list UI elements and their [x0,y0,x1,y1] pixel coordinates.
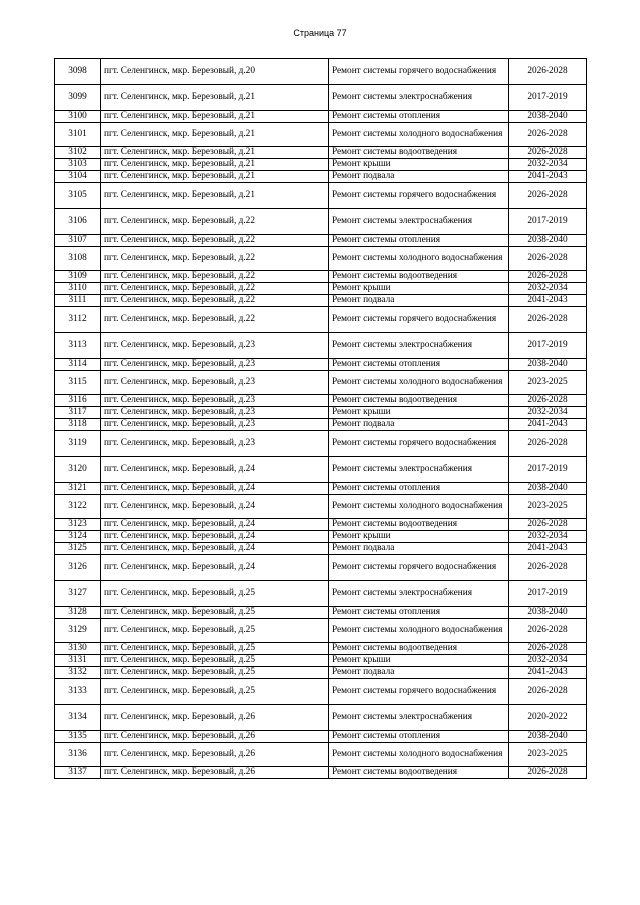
row-work-type: Ремонт системы холодного водоснабжения [329,619,509,643]
row-work-type: Ремонт системы водоотведения [329,271,509,283]
row-work-type: Ремонт подвала [329,171,509,183]
row-period: 2017-2019 [509,457,587,483]
row-period: 2038-2040 [509,731,587,743]
row-number: 3136 [55,743,101,767]
table-row [55,457,587,483]
row-work-type: Ремонт системы электроснабжения [329,85,509,111]
row-period: 2041-2043 [509,171,587,183]
row-work-type: Ремонт системы холодного водоснабжения [329,247,509,271]
row-work-type: Ремонт системы холодного водоснабжения [329,123,509,147]
row-period: 2032-2034 [509,531,587,543]
row-number: 3099 [55,85,101,111]
row-number: 3119 [55,431,101,457]
row-address: пгт. Селенгинск, мкр. Березовый, д.21 [101,111,329,123]
row-number: 3103 [55,159,101,171]
row-number: 3100 [55,111,101,123]
row-address: пгт. Селенгинск, мкр. Березовый, д.24 [101,555,329,581]
table-row [55,359,587,371]
table-row [55,333,587,359]
table-row [55,171,587,183]
row-work-type: Ремонт системы отопления [329,483,509,495]
row-address: пгт. Селенгинск, мкр. Березовый, д.23 [101,371,329,395]
table-row [55,111,587,123]
row-address: пгт. Селенгинск, мкр. Березовый, д.25 [101,679,329,705]
row-address: пгт. Селенгинск, мкр. Березовый, д.21 [101,171,329,183]
row-address: пгт. Селенгинск, мкр. Березовый, д.26 [101,767,329,779]
row-work-type: Ремонт крыши [329,159,509,171]
row-period: 2038-2040 [509,483,587,495]
row-number: 3110 [55,283,101,295]
row-period: 2041-2043 [509,667,587,679]
table-row [55,59,587,85]
table-row [55,543,587,555]
row-period: 2026-2028 [509,767,587,779]
row-number: 3131 [55,655,101,667]
row-address: пгт. Селенгинск, мкр. Березовый, д.24 [101,519,329,531]
table-row [55,679,587,705]
row-period: 2026-2028 [509,247,587,271]
row-period: 2017-2019 [509,333,587,359]
row-period: 2017-2019 [509,85,587,111]
table-row [55,159,587,171]
row-address: пгт. Селенгинск, мкр. Березовый, д.25 [101,581,329,607]
table-row [55,531,587,543]
row-work-type: Ремонт системы отопления [329,607,509,619]
table-row [55,247,587,271]
row-number: 3121 [55,483,101,495]
row-period: 2026-2028 [509,307,587,333]
row-address: пгт. Селенгинск, мкр. Березовый, д.25 [101,607,329,619]
row-address: пгт. Селенгинск, мкр. Березовый, д.25 [101,667,329,679]
row-work-type: Ремонт системы электроснабжения [329,581,509,607]
row-number: 3137 [55,767,101,779]
page-header: Страница 77 [293,28,347,38]
row-number: 3102 [55,147,101,159]
row-period: 2032-2034 [509,159,587,171]
row-address: пгт. Селенгинск, мкр. Березовый, д.22 [101,295,329,307]
row-number: 3116 [55,395,101,407]
row-period: 2026-2028 [509,59,587,85]
row-address: пгт. Селенгинск, мкр. Березовый, д.23 [101,395,329,407]
row-period: 2026-2028 [509,147,587,159]
row-work-type: Ремонт системы горячего водоснабжения [329,431,509,457]
row-period: 2023-2025 [509,743,587,767]
table-row [55,767,587,779]
row-address: пгт. Селенгинск, мкр. Березовый, д.22 [101,283,329,295]
row-number: 3126 [55,555,101,581]
row-number: 3124 [55,531,101,543]
table-row [55,407,587,419]
row-period: 2038-2040 [509,607,587,619]
table-row [55,371,587,395]
table-row [55,395,587,407]
row-period: 2026-2028 [509,619,587,643]
row-address: пгт. Селенгинск, мкр. Березовый, д.21 [101,85,329,111]
table-row [55,643,587,655]
row-work-type: Ремонт системы горячего водоснабжения [329,59,509,85]
row-number: 3111 [55,295,101,307]
row-work-type: Ремонт системы холодного водоснабжения [329,743,509,767]
row-number: 3125 [55,543,101,555]
row-period: 2026-2028 [509,679,587,705]
row-work-type: Ремонт системы электроснабжения [329,457,509,483]
row-number: 3127 [55,581,101,607]
row-work-type: Ремонт подвала [329,295,509,307]
row-number: 3128 [55,607,101,619]
table-row [55,743,587,767]
row-work-type: Ремонт системы горячего водоснабжения [329,679,509,705]
row-address: пгт. Селенгинск, мкр. Березовый, д.21 [101,123,329,147]
row-address: пгт. Селенгинск, мкр. Березовый, д.24 [101,543,329,555]
row-work-type: Ремонт системы горячего водоснабжения [329,183,509,209]
row-work-type: Ремонт крыши [329,531,509,543]
row-work-type: Ремонт подвала [329,543,509,555]
row-period: 2032-2034 [509,655,587,667]
row-number: 3115 [55,371,101,395]
row-work-type: Ремонт системы водоотведения [329,767,509,779]
row-work-type: Ремонт системы холодного водоснабжения [329,495,509,519]
row-address: пгт. Селенгинск, мкр. Березовый, д.22 [101,235,329,247]
row-address: пгт. Селенгинск, мкр. Березовый, д.25 [101,655,329,667]
row-period: 2026-2028 [509,431,587,457]
table-body [55,59,587,779]
table-row [55,731,587,743]
row-work-type: Ремонт системы водоотведения [329,643,509,655]
row-address: пгт. Селенгинск, мкр. Березовый, д.21 [101,183,329,209]
row-work-type: Ремонт системы отопления [329,235,509,247]
row-number: 3107 [55,235,101,247]
row-number: 3122 [55,495,101,519]
row-work-type: Ремонт крыши [329,655,509,667]
row-work-type: Ремонт системы отопления [329,359,509,371]
row-number: 3098 [55,59,101,85]
row-address: пгт. Селенгинск, мкр. Березовый, д.24 [101,483,329,495]
row-number: 3104 [55,171,101,183]
row-address: пгт. Селенгинск, мкр. Березовый, д.25 [101,619,329,643]
row-period: 2041-2043 [509,543,587,555]
row-period: 2020-2022 [509,705,587,731]
row-period: 2023-2025 [509,495,587,519]
row-number: 3113 [55,333,101,359]
table-row [55,619,587,643]
row-address: пгт. Селенгинск, мкр. Березовый, д.26 [101,731,329,743]
row-period: 2026-2028 [509,519,587,531]
table-row [55,555,587,581]
row-address: пгт. Селенгинск, мкр. Березовый, д.24 [101,495,329,519]
table-row [55,495,587,519]
row-address: пгт. Селенгинск, мкр. Березовый, д.23 [101,407,329,419]
row-work-type: Ремонт системы горячего водоснабжения [329,555,509,581]
row-period: 2038-2040 [509,111,587,123]
row-work-type: Ремонт подвала [329,419,509,431]
table-row [55,607,587,619]
row-number: 3108 [55,247,101,271]
row-period: 2041-2043 [509,295,587,307]
table-row [55,85,587,111]
row-work-type: Ремонт системы горячего водоснабжения [329,307,509,333]
row-work-type: Ремонт системы водоотведения [329,147,509,159]
table-row [55,183,587,209]
repair-schedule-table [54,58,587,779]
row-work-type: Ремонт системы отопления [329,111,509,123]
row-period: 2026-2028 [509,123,587,147]
row-number: 3130 [55,643,101,655]
table-row [55,519,587,531]
table-row [55,581,587,607]
row-period: 2041-2043 [509,419,587,431]
row-address: пгт. Селенгинск, мкр. Березовый, д.22 [101,307,329,333]
row-address: пгт. Селенгинск, мкр. Березовый, д.26 [101,743,329,767]
table-row [55,235,587,247]
row-number: 3132 [55,667,101,679]
table-row [55,307,587,333]
row-work-type: Ремонт крыши [329,283,509,295]
row-period: 2032-2034 [509,283,587,295]
row-number: 3106 [55,209,101,235]
row-address: пгт. Селенгинск, мкр. Березовый, д.23 [101,359,329,371]
row-address: пгт. Селенгинск, мкр. Березовый, д.23 [101,431,329,457]
row-work-type: Ремонт системы водоотведения [329,395,509,407]
row-number: 3120 [55,457,101,483]
row-address: пгт. Селенгинск, мкр. Березовый, д.23 [101,333,329,359]
row-period: 2017-2019 [509,581,587,607]
row-period: 2026-2028 [509,555,587,581]
table-row [55,419,587,431]
table-row [55,209,587,235]
row-number: 3133 [55,679,101,705]
row-number: 3134 [55,705,101,731]
table-row [55,483,587,495]
row-work-type: Ремонт крыши [329,407,509,419]
row-number: 3114 [55,359,101,371]
row-period: 2038-2040 [509,359,587,371]
row-address: пгт. Селенгинск, мкр. Березовый, д.25 [101,643,329,655]
table-row [55,431,587,457]
table-row [55,283,587,295]
row-number: 3123 [55,519,101,531]
row-number: 3117 [55,407,101,419]
row-number: 3118 [55,419,101,431]
row-period: 2026-2028 [509,271,587,283]
table-row [55,705,587,731]
table-row [55,271,587,283]
row-number: 3112 [55,307,101,333]
table-row [55,667,587,679]
row-period: 2026-2028 [509,395,587,407]
row-address: пгт. Селенгинск, мкр. Березовый, д.24 [101,531,329,543]
row-work-type: Ремонт системы электроснабжения [329,333,509,359]
row-address: пгт. Селенгинск, мкр. Березовый, д.21 [101,147,329,159]
row-number: 3129 [55,619,101,643]
row-number: 3109 [55,271,101,283]
row-work-type: Ремонт системы электроснабжения [329,705,509,731]
table-row [55,123,587,147]
row-work-type: Ремонт системы электроснабжения [329,209,509,235]
row-period: 2026-2028 [509,183,587,209]
row-address: пгт. Селенгинск, мкр. Березовый, д.22 [101,271,329,283]
row-number: 3105 [55,183,101,209]
row-work-type: Ремонт системы отопления [329,731,509,743]
row-address: пгт. Селенгинск, мкр. Березовый, д.22 [101,209,329,235]
row-period: 2026-2028 [509,643,587,655]
row-address: пгт. Селенгинск, мкр. Березовый, д.21 [101,159,329,171]
row-work-type: Ремонт подвала [329,667,509,679]
table-row [55,147,587,159]
row-period: 2038-2040 [509,235,587,247]
row-address: пгт. Селенгинск, мкр. Березовый, д.20 [101,59,329,85]
row-number: 3101 [55,123,101,147]
table-row [55,655,587,667]
row-number: 3135 [55,731,101,743]
row-address: пгт. Селенгинск, мкр. Березовый, д.26 [101,705,329,731]
row-period: 2023-2025 [509,371,587,395]
row-address: пгт. Селенгинск, мкр. Березовый, д.24 [101,457,329,483]
row-address: пгт. Селенгинск, мкр. Березовый, д.22 [101,247,329,271]
row-period: 2017-2019 [509,209,587,235]
row-work-type: Ремонт системы водоотведения [329,519,509,531]
row-period: 2032-2034 [509,407,587,419]
row-address: пгт. Селенгинск, мкр. Березовый, д.23 [101,419,329,431]
row-work-type: Ремонт системы холодного водоснабжения [329,371,509,395]
table-row [55,295,587,307]
